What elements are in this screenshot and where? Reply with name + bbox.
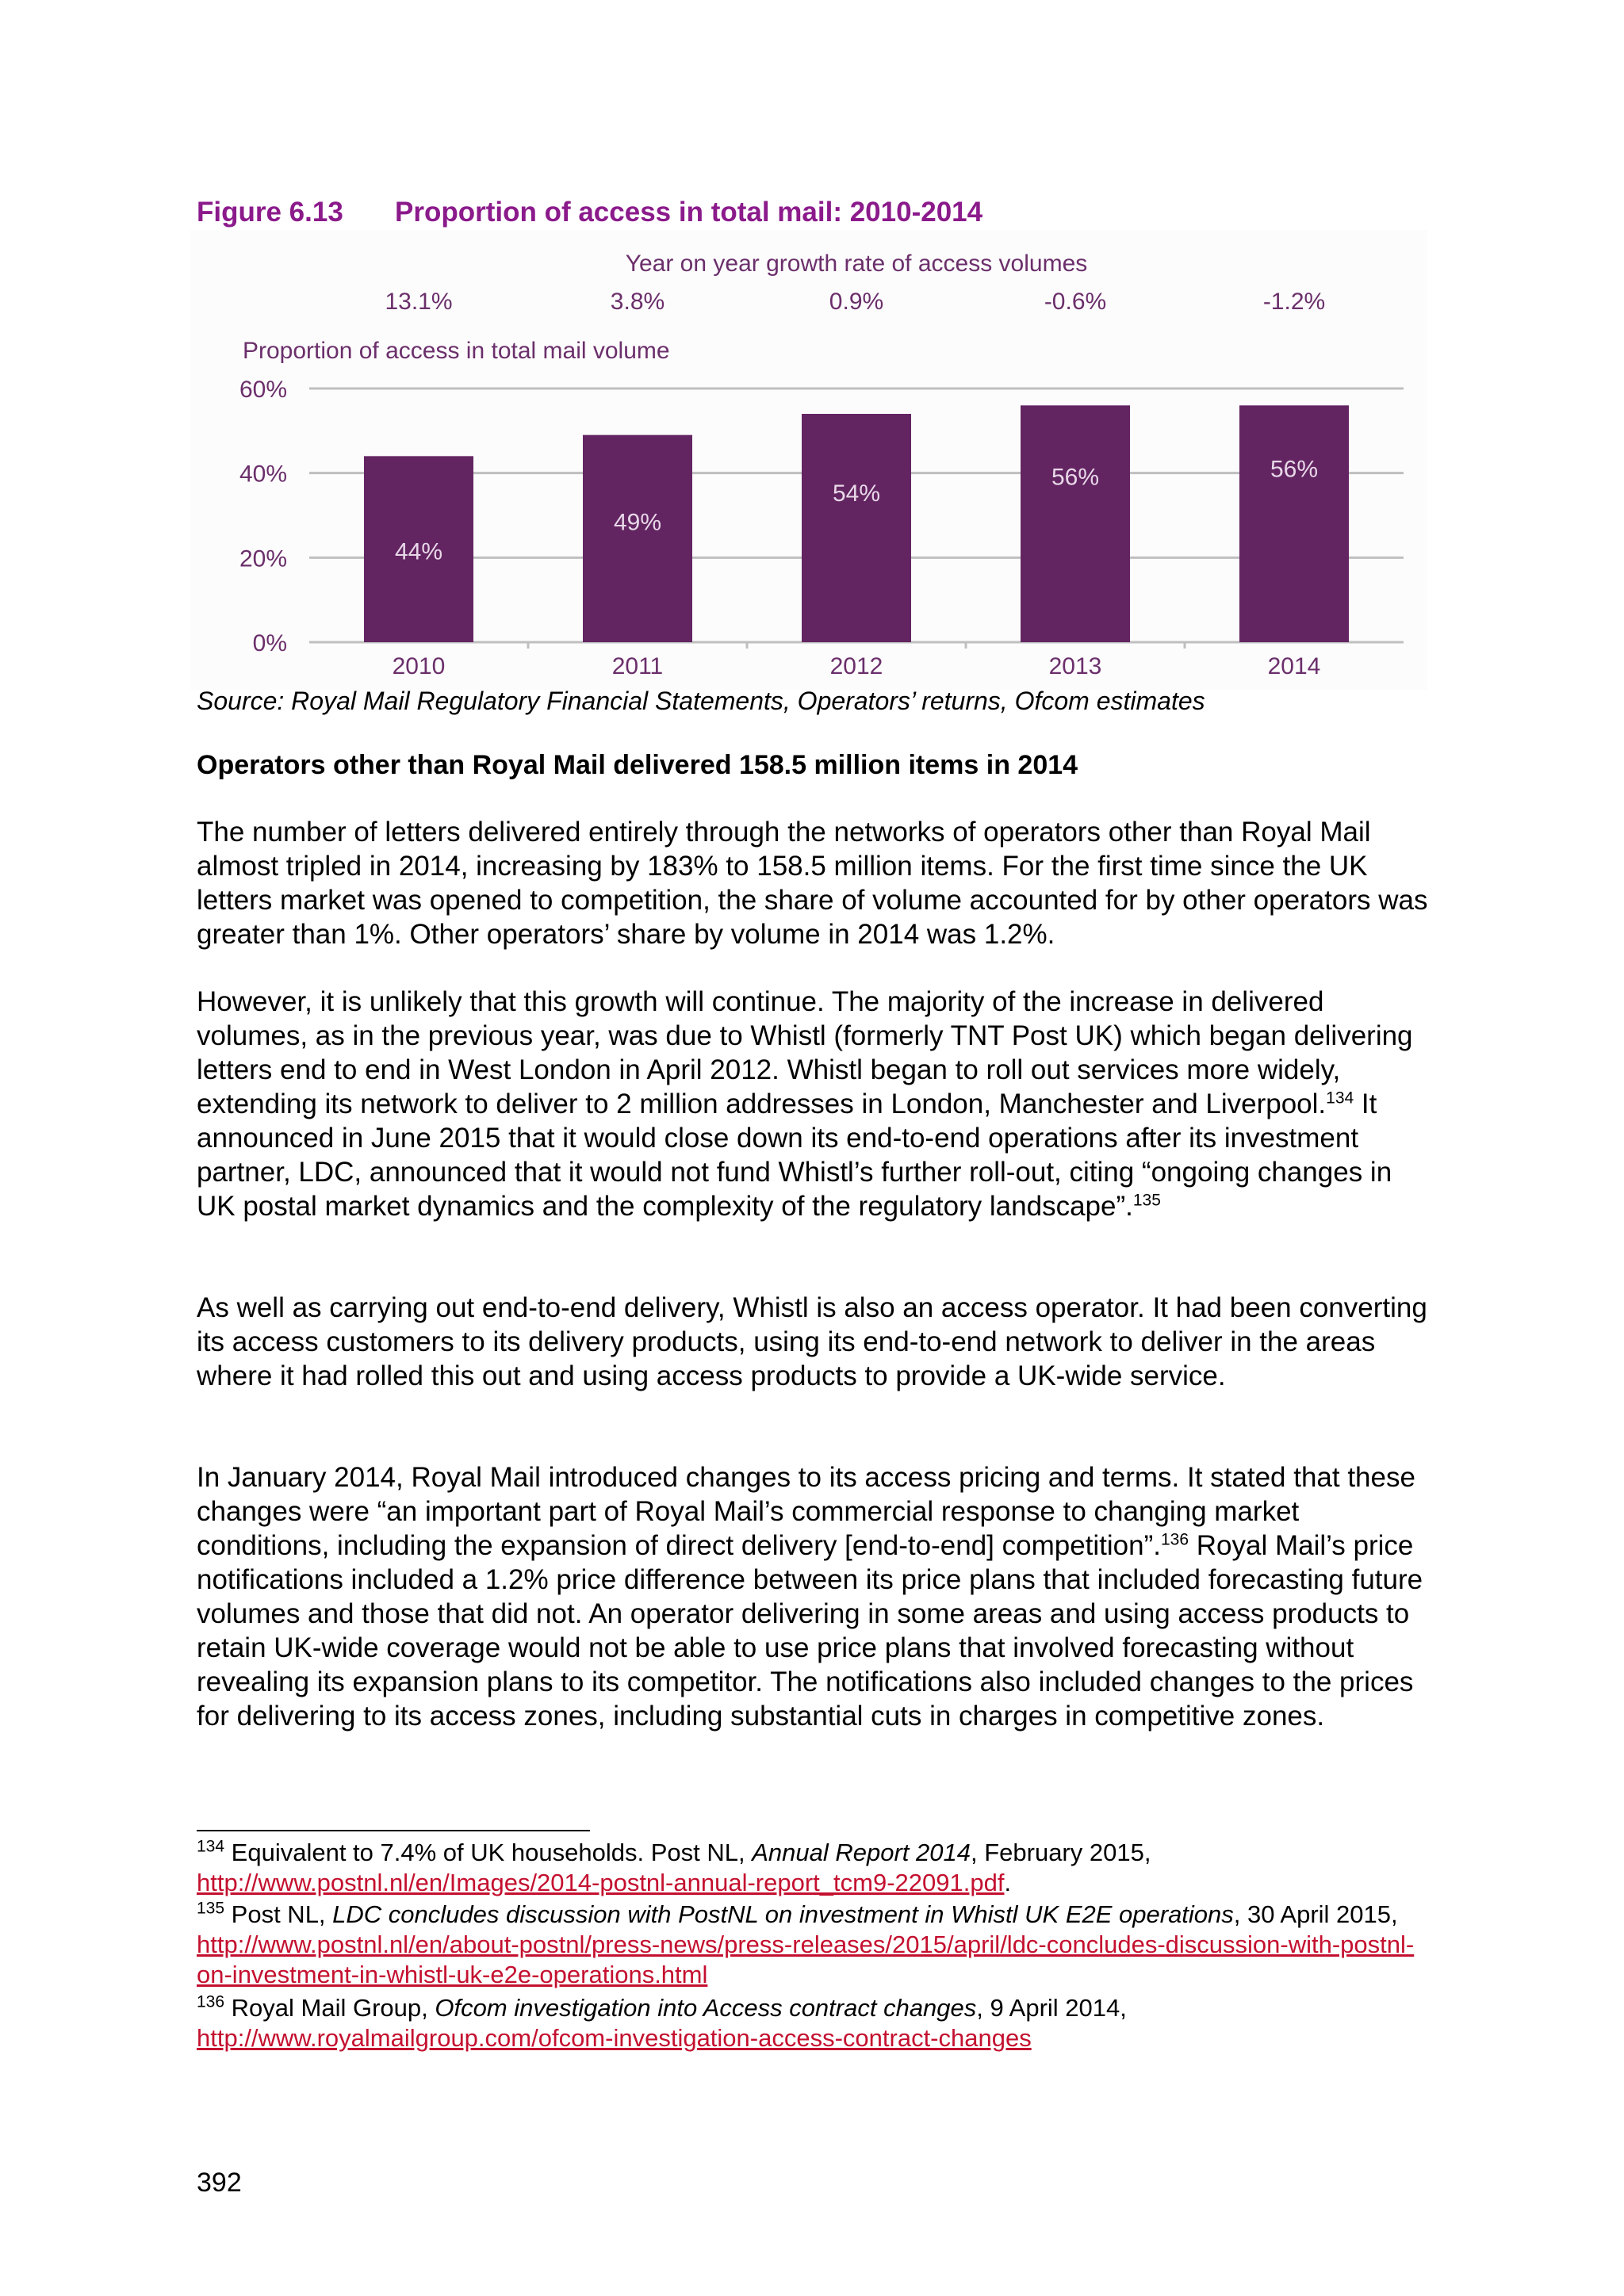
footnote-text: Royal Mail Group, bbox=[224, 1994, 435, 2022]
footnote-number: 136 bbox=[197, 1992, 225, 2011]
chart-y-label: Proportion of access in total mail volume bbox=[243, 338, 670, 364]
page-number: 392 bbox=[197, 2168, 242, 2198]
data-label: 44% bbox=[394, 538, 443, 565]
footnote-title: Annual Report 2014 bbox=[752, 1839, 971, 1866]
x-tick-label: 2013 bbox=[1048, 653, 1102, 679]
figure-number: Figure 6.13 bbox=[197, 197, 343, 228]
data-label: 54% bbox=[832, 480, 881, 507]
footnote-text: Post NL, bbox=[224, 1900, 333, 1928]
paragraph-2-text-b: It announced in June 2015 that it would close down its end-to-end operations after its investment partner, LDC, announced that it would not fund Whistl’s further roll-out, citing “ongoing changes in UK postal market dynamics and the complexity of the regulatory landscape”. bbox=[197, 1089, 1392, 1222]
footnote-divider bbox=[197, 1830, 590, 1831]
x-tick-label: 2011 bbox=[611, 653, 664, 679]
growth-rate-label: -0.6% bbox=[1044, 289, 1107, 315]
bar-2014 bbox=[1239, 405, 1349, 642]
paragraph-4-text-b: Royal Mail’s price notifications included a 1.2% price difference between its price plans that included forecasting future volumes and those that did not. An operator delivering in some areas and using access products to retain UK-wide coverage would not be able to use price plans that involved forecasting without revealing its expansion plans to its competitor. The notifications also included changes to the prices for delivering to its access zones, including substantial cuts in charges in competitive zones. bbox=[197, 1530, 1423, 1732]
chart-top-label: Year on year growth rate of access volumes bbox=[625, 251, 1088, 277]
footnote-link[interactable]: http://www.postnl.nl/en/Images/2014-postnl-annual-report_tcm9-22091.pdf bbox=[197, 1869, 1005, 1896]
footnote-135 bbox=[197, 1900, 1434, 1990]
figure-source: Source: Royal Mail Regulatory Financial Statements, Operators’ returns, Ofcom estimates bbox=[197, 687, 1205, 715]
footnote-text: , 9 April 2014, bbox=[976, 1994, 1127, 2022]
footnote-ref-135[interactable]: 135 bbox=[1132, 1191, 1161, 1210]
paragraph-3: As well as carrying out end-to-end delivery, Whistl is also an access operator. It had been converting its access customers to its delivery products, using its end-to-end network to deliver in the areas where it had rolled this out and using access products to provide a UK-wide service. bbox=[197, 1292, 1427, 1391]
data-label: 56% bbox=[1270, 456, 1319, 483]
footnote-title: Ofcom investigation into Access contract changes bbox=[435, 1994, 977, 2022]
paragraph-2-text-a: However, it is unlikely that this growth will continue. The majority of the increase in delivered volumes, as in the previous year, was due to Whistl (formerly TNT Post UK) which began delivering letters end to end in West London in April 2012. Whistl began to roll out services more widely, extending its network to deliver to 2 million addresses in London, Manchester and Liverpool. bbox=[197, 986, 1413, 1119]
y-tick-label: 40% bbox=[239, 461, 287, 488]
chart-svg bbox=[190, 230, 1427, 690]
footnote-ref-134[interactable]: 134 bbox=[1326, 1089, 1354, 1108]
bar-2012 bbox=[802, 414, 911, 642]
x-tick-label: 2010 bbox=[392, 653, 446, 679]
growth-rate-label: 0.9% bbox=[829, 289, 884, 315]
footnote-ref-136[interactable]: 136 bbox=[1160, 1530, 1189, 1549]
bar-2013 bbox=[1021, 405, 1130, 642]
footnote-136 bbox=[197, 1993, 1434, 2053]
footnote-end: . bbox=[1004, 1869, 1012, 1896]
footnote-link[interactable]: http://www.postnl.nl/en/about-postnl/press-news/press-releases/2015/april/ldc-concludes-discussion-with-postnl-on-investment-in-whistl-uk-e2e-operations.html bbox=[197, 1931, 1415, 1988]
bar-2011 bbox=[583, 435, 692, 642]
x-tick-label: 2014 bbox=[1267, 653, 1321, 679]
growth-rate-label: 13.1% bbox=[385, 289, 453, 315]
figure-caption: Proportion of access in total mail: 2010-2014 bbox=[395, 197, 983, 228]
data-label: 56% bbox=[1051, 464, 1100, 491]
x-tick-label: 2012 bbox=[829, 653, 883, 679]
paragraph-1: The number of letters delivered entirely through the networks of operators other than Royal Mail almost tripled in 2014, increasing by 183% to 158.5 million items. For the first time since the UK letters market was opened to competition, the share of volume accounted for by other operators was greater than 1%. Other operators’ share by volume in 2014 was 1.2%. bbox=[197, 817, 1428, 950]
footnote-title: LDC concludes discussion with PostNL on investment in Whistl UK E2E operations bbox=[332, 1900, 1234, 1928]
footnote-number: 135 bbox=[197, 1899, 225, 1918]
y-tick-label: 60% bbox=[239, 377, 287, 403]
growth-rate-label: -1.2% bbox=[1262, 289, 1326, 315]
paragraph-4 bbox=[197, 1460, 1434, 1733]
figure-title bbox=[197, 197, 982, 228]
y-tick-label: 20% bbox=[239, 545, 287, 572]
y-tick-label: 0% bbox=[252, 630, 287, 656]
growth-rate-label: 3.8% bbox=[610, 289, 665, 315]
data-label: 49% bbox=[613, 509, 662, 536]
paragraph-2 bbox=[197, 985, 1434, 1223]
footnote-text: , 30 April 2015, bbox=[1233, 1900, 1398, 1928]
section-heading: Operators other than Royal Mail delivered 158.5 million items in 2014 bbox=[197, 750, 1078, 780]
footnote-link[interactable]: http://www.royalmailgroup.com/ofcom-investigation-access-contract-changes bbox=[197, 2024, 1032, 2052]
footnote-text: Equivalent to 7.4% of UK households. Post NL, bbox=[224, 1839, 753, 1866]
footnote-text: , February 2015, bbox=[970, 1839, 1151, 1866]
footnote-number: 134 bbox=[197, 1837, 225, 1856]
bar-chart bbox=[190, 230, 1427, 690]
paragraph-4-text-a: In January 2014, Royal Mail introduced changes to its access pricing and terms. It stated that these changes were “an important part of Royal Mail’s commercial response to changing market conditions, including the expansion of direct delivery [end-to-end] competition”. bbox=[197, 1462, 1415, 1561]
footnote-134 bbox=[197, 1838, 1434, 1898]
